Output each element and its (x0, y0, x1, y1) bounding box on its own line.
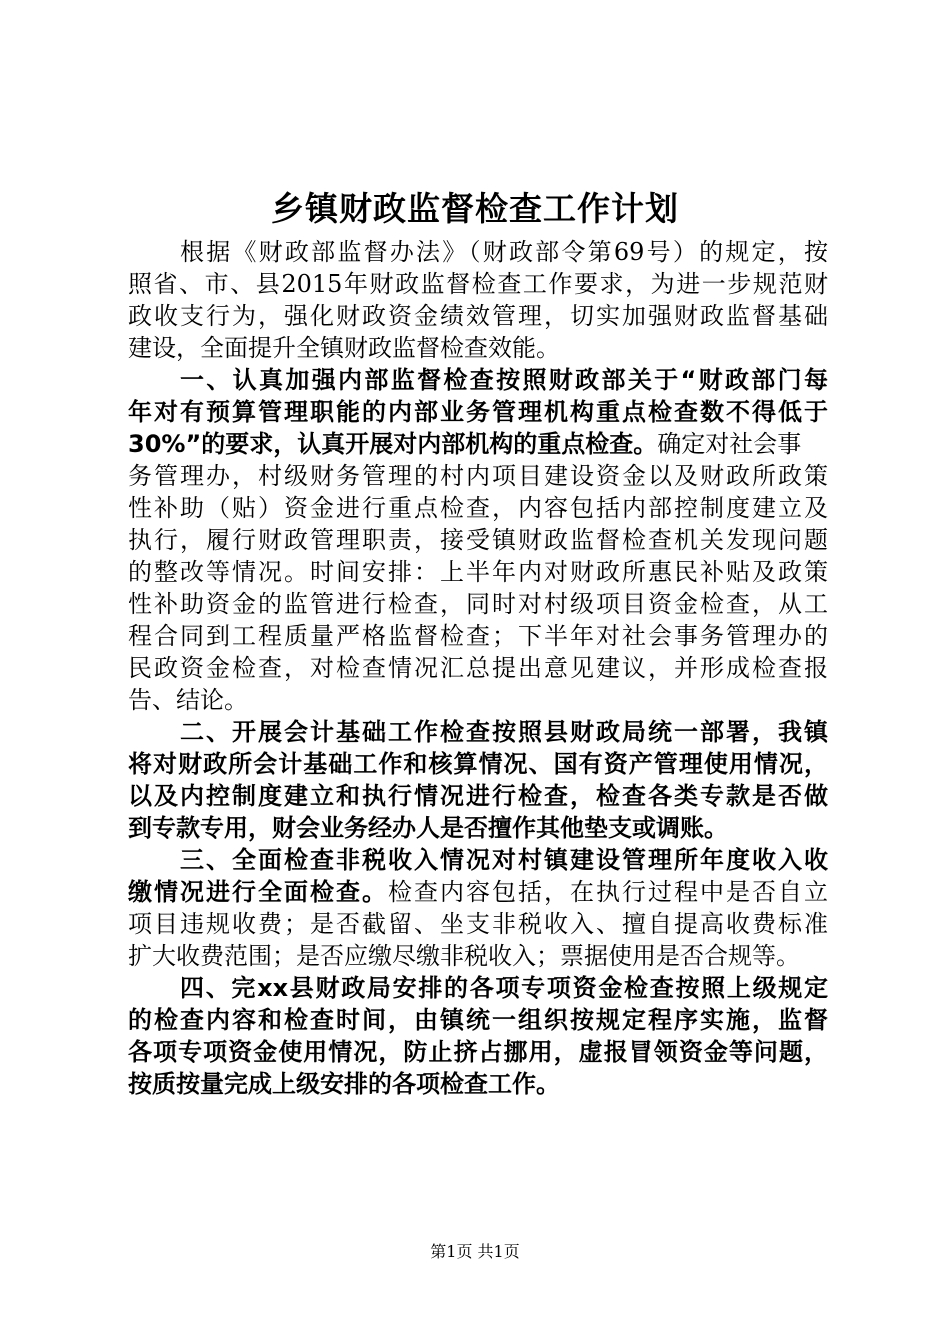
section-three-line: 扩大收费范围；是否应缴尽缴非税收入；票据使用是否合规等。 (128, 942, 800, 970)
paragraph-intro-line: 政收支行为，强化财政资金绩效管理，切实加强财政监督基础 (128, 302, 828, 330)
section-one-mixed-line (128, 428, 828, 460)
section-two-line: 到专款专用，财会业务经办人是否擅作其他垫支或调账。 (128, 814, 728, 842)
section-two-line: 以及内控制度建立和执行情况进行检查，检查各类专款是否做 (128, 782, 828, 810)
section-one-line: 性补助资金的监管进行检查，同时对村级项目资金检查，从工 (128, 590, 828, 618)
section-one-heading-line: 一、认真加强内部监督检查按照财政部关于“财政部门每 (180, 366, 828, 394)
section-three-text-start: 检查内容包括，在执行过程中是否自立 (388, 878, 828, 906)
section-one-heading-line: 年对有预算管理职能的内部业务管理机构重点检查数不得低于 (128, 398, 828, 426)
section-one-line: 执行，履行财政管理职责，接受镇财政监督检查机关发现问题 (128, 526, 828, 554)
section-three-heading-tail: 缴情况进行全面检查。 (128, 878, 388, 906)
section-one-line: 务管理办，村级财务管理的村内项目建设资金以及财政所政策 (128, 462, 828, 490)
section-one-line: 程合同到工程质量严格监督检查；下半年对社会事务管理办的 (128, 622, 828, 650)
section-three-heading-line: 三、全面检查非税收入情况对村镇建设管理所年度收入收 (180, 846, 828, 874)
section-three-line: 项目违规收费；是否截留、坐支非税收入、擅自提高收费标准 (128, 910, 828, 938)
section-three-mixed-line (128, 876, 828, 908)
paragraph-intro-line: 照省、市、县2015年财政监督检查工作要求，为进一步规范财 (128, 270, 828, 298)
paragraph-intro-line: 根据《财政部监督办法》（财政部令第69号）的规定，按 (180, 238, 828, 266)
section-four-line: 按质按量完成上级安排的各项检查工作。 (128, 1070, 560, 1098)
section-two-line: 将对财政所会计基础工作和核算情况、国有资产管理使用情况， (128, 750, 828, 778)
page-number: 第1页 共1页 (430, 1242, 520, 1261)
section-one-text-start: 确定对社会事 (657, 430, 802, 458)
section-two-line: 二、开展会计基础工作检查按照县财政局统一部署，我镇 (180, 718, 828, 746)
document-body (128, 236, 828, 1100)
section-one-line: 告、结论。 (128, 686, 248, 714)
document-title: 乡镇财政监督检查工作计划 (271, 189, 679, 228)
section-one-line: 民政资金检查，对检查情况汇总提出意见建议，并形成检查报 (128, 654, 828, 682)
section-four-line: 四、完xx县财政局安排的各项专项资金检查按照上级规定 (180, 974, 828, 1002)
section-one-heading-tail: 30%”的要求，认真开展对内部机构的重点检查。 (128, 430, 658, 458)
section-four-line: 各项专项资金使用情况，防止挤占挪用，虚报冒领资金等问题， (128, 1038, 828, 1066)
paragraph-intro-line: 建设，全面提升全镇财政监督检查效能。 (128, 334, 560, 362)
section-one-line: 性补助（贴）资金进行重点检查，内容包括内部控制度建立及 (128, 494, 828, 522)
section-one-line: 的整改等情况。时间安排：上半年内对财政所惠民补贴及政策 (128, 558, 828, 586)
section-four-line: 的检查内容和检查时间，由镇统一组织按规定程序实施，监督 (128, 1006, 828, 1034)
